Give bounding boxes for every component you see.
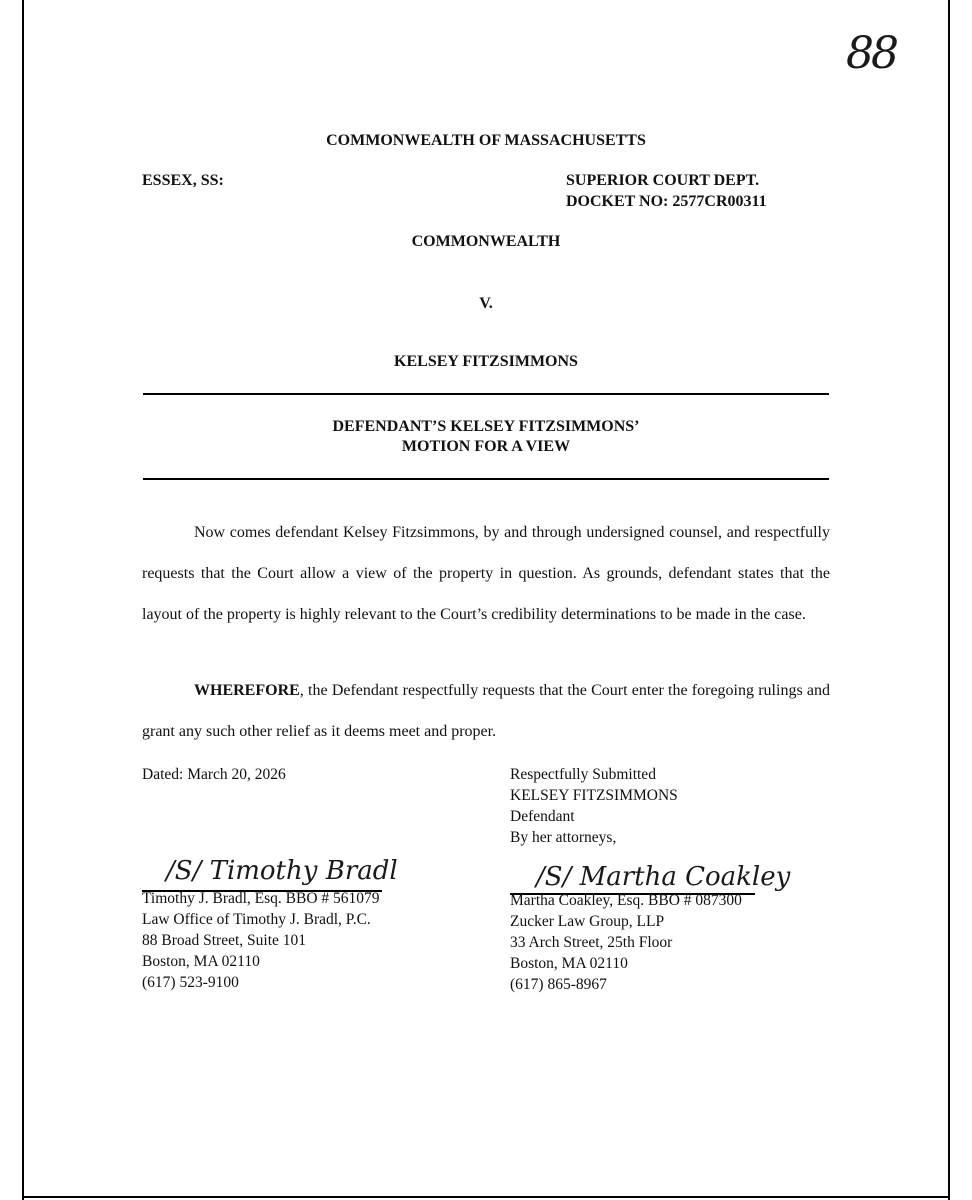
left-attorney-block — [142, 888, 380, 993]
submission-block — [510, 764, 678, 848]
attorney-city: Boston, MA 02110 — [510, 955, 628, 972]
attorney-phone: (617) 865-8967 — [510, 976, 607, 993]
submission-line: By her attorneys, — [510, 829, 617, 846]
attorney-firm: Law Office of Timothy J. Bradl, P.C. — [142, 911, 371, 928]
attorney-address: 88 Broad Street, Suite 101 — [142, 932, 307, 949]
court-department: SUPERIOR COURT DEPT. — [566, 172, 760, 189]
attorney-name: Martha Coakley, Esq. BBO # 087300 — [510, 892, 742, 909]
submission-line: KELSEY FITZSIMMONS — [510, 787, 678, 804]
frame-left-line — [22, 0, 24, 1200]
body-paragraph — [142, 512, 830, 635]
right-attorney-block — [510, 890, 742, 995]
versus-label: V. — [479, 295, 493, 312]
right-attorney-signature: /S/ Martha Coakley — [536, 862, 791, 892]
submission-line: Respectfully Submitted — [510, 766, 656, 783]
submission-line: Defendant — [510, 808, 575, 825]
jurisdiction-heading: COMMONWEALTH OF MASSACHUSETTS — [326, 132, 646, 149]
left-attorney-signature: /S/ Timothy Bradl — [166, 856, 398, 886]
attorney-firm: Zucker Law Group, LLP — [510, 913, 665, 930]
wherefore-paragraph — [142, 670, 830, 752]
frame-right-line — [948, 0, 950, 1200]
attorney-address: 33 Arch Street, 25th Floor — [510, 934, 673, 951]
attorney-city: Boston, MA 02110 — [142, 953, 260, 970]
frame-bottom-line — [22, 1196, 950, 1198]
title-bottom-rule — [143, 478, 829, 480]
attorney-name: Timothy J. Bradl, Esq. BBO # 561079 — [142, 890, 380, 907]
defendant-name: KELSEY FITZSIMMONS — [394, 353, 578, 370]
date-line: Dated: March 20, 2026 — [142, 766, 286, 783]
docket-number: DOCKET NO: 2577CR00311 — [566, 193, 767, 210]
motion-title-line2: MOTION FOR A VIEW — [401, 438, 571, 455]
title-top-rule — [143, 393, 829, 395]
county-label: ESSEX, SS: — [142, 172, 224, 189]
motion-title-line1: DEFENDANT’S KELSEY FITZSIMMONS’ — [332, 418, 640, 435]
wherefore-text: , the Defendant respectfully requests that the Court enter the foregoing rulings and grant any such other relief as it deems meet and proper. — [142, 682, 830, 740]
attorney-phone: (617) 523-9100 — [142, 974, 239, 991]
plaintiff-name: COMMONWEALTH — [411, 233, 561, 250]
wherefore-lead: WHEREFORE — [194, 682, 300, 699]
handwritten-page-number: 88 — [846, 28, 896, 79]
body-paragraph-text: Now comes defendant Kelsey Fitzsimmons, by and through undersigned counsel, and respectfully requests that the Court allow a view of the property in question. As grounds, defendant states that the layout of the property is highly relevant to the Court’s credibility determinations to be made in the case. — [142, 524, 830, 623]
